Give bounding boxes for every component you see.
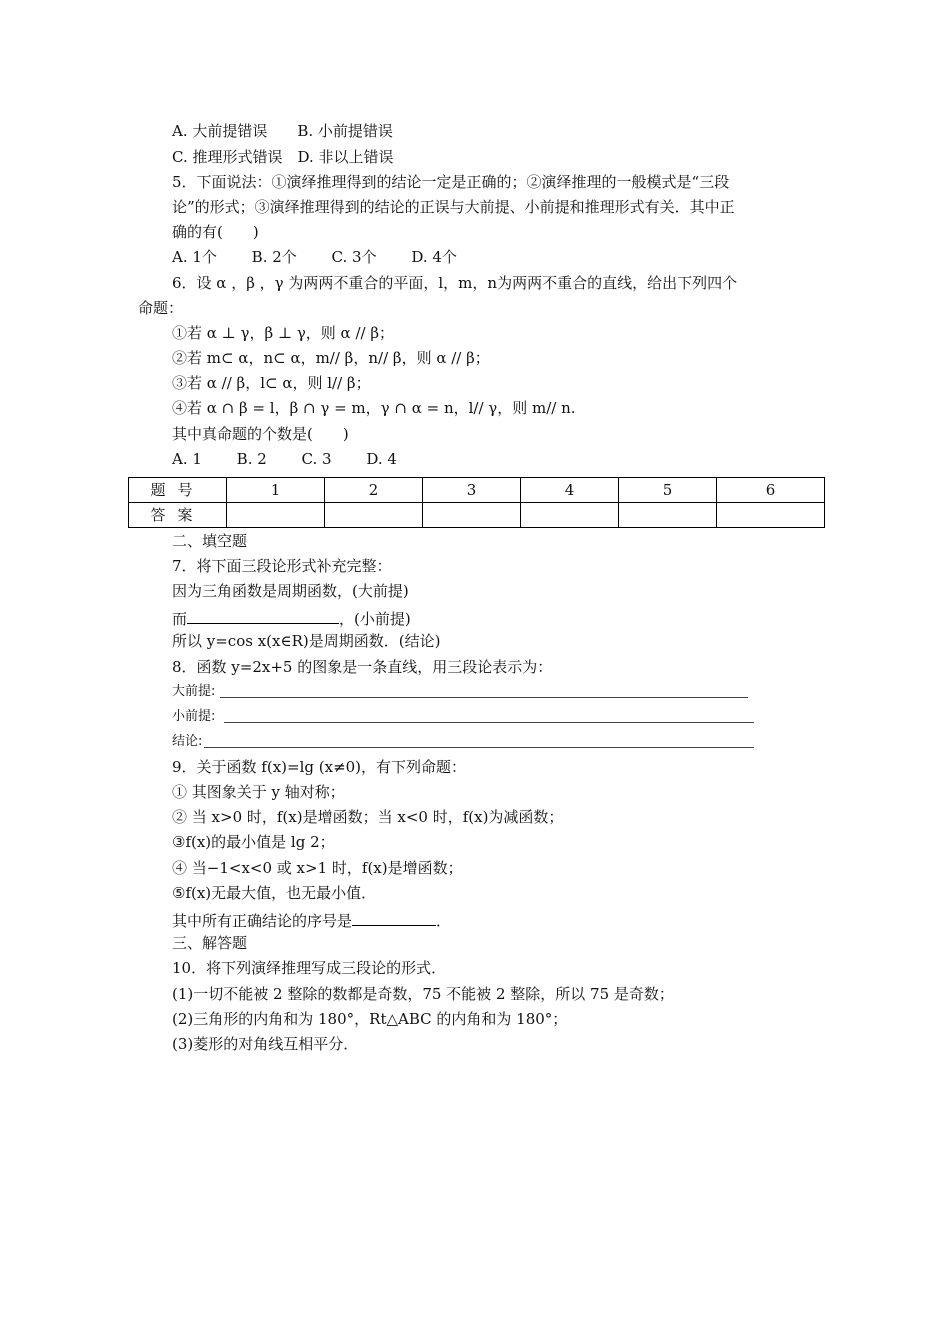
q9-proposition-3: ③f(x)的最小值是 lg 2； — [172, 833, 335, 851]
q5-options: A. 1个 B. 2个 C. 3个 D. 4个 — [172, 248, 457, 266]
section-fill-in-title: 二、填空题 — [172, 532, 248, 550]
answer-table-header-row — [129, 478, 825, 503]
answer-table-col-6: 6 — [717, 478, 825, 503]
q7-minor-prefix: 而 — [172, 610, 188, 628]
answer-cell-6[interactable] — [717, 503, 825, 528]
q5-stem-line2: 论”的形式；③演绎推理得到的结论的正误与大前提、小前提和推理形式有关．其中正 — [172, 198, 735, 216]
answer-table-col-1: 1 — [227, 478, 325, 503]
q6-proposition-4: ④若 α ∩ β = l，β ∩ γ = m，γ ∩ α = n，l// γ，则 m// n. — [172, 399, 576, 417]
q8-conclusion-blank[interactable] — [204, 747, 754, 748]
q9-proposition-4: ④ 当−1<x<0 或 x>1 时，f(x)是增函数； — [172, 859, 463, 877]
q6-stem-line1: 6．设 α ，β ，γ 为两两不重合的平面，l，m，n为两两不重合的直线，给出下列四个 — [172, 274, 738, 292]
answer-table-answer-row — [129, 503, 825, 528]
q7-minor-blank[interactable] — [187, 609, 339, 624]
answer-table-col-3: 3 — [423, 478, 521, 503]
answer-table-col-5: 5 — [619, 478, 717, 503]
q9-question-suffix: ． — [436, 912, 452, 930]
q6-proposition-3: ③若 α // β，l⊂ α，则 l// β； — [172, 374, 371, 392]
answer-cell-2[interactable] — [325, 503, 423, 528]
q5-stem-line1: 5．下面说法：①演绎推理得到的结论一定是正确的；②演绎推理的一般模式是“三段 — [172, 173, 730, 191]
q8-minor-blank[interactable] — [224, 722, 754, 723]
answer-cell-4[interactable] — [521, 503, 619, 528]
q7-major-premise: 因为三角函数是周期函数，(大前提) — [172, 582, 409, 600]
answer-table-col-4: 4 — [521, 478, 619, 503]
section-solution-title: 三、解答题 — [172, 934, 248, 952]
q9-question-prefix: 其中所有正确结论的序号是 — [172, 912, 353, 930]
q5-stem-line3: 确的有( ) — [172, 223, 259, 241]
q9-question — [172, 911, 451, 929]
q7-conclusion: 所以 y=cos x(x∈R)是周期函数．(结论) — [172, 632, 441, 650]
q8-major-label: 大前提: — [172, 684, 216, 699]
q6-options: A. 1 B. 2 C. 3 D. 4 — [172, 450, 397, 468]
q10-item-2: (2)三角形的内角和为 180°，Rt△ABC 的内角和为 180°； — [172, 1010, 568, 1028]
answer-cell-3[interactable] — [423, 503, 521, 528]
answer-cell-5[interactable] — [619, 503, 717, 528]
q8-conclusion-label: 结论: — [172, 734, 203, 749]
q9-proposition-2: ② 当 x>0 时，f(x)是增函数；当 x<0 时，f(x)为减函数； — [172, 808, 564, 826]
q7-stem: 7．将下面三段论形式补充完整： — [172, 557, 392, 575]
q9-stem: 9．关于函数 f(x)=lg (x≠0)，有下列命题： — [172, 758, 467, 776]
q9-answer-blank[interactable] — [352, 911, 436, 926]
q6-proposition-2: ②若 m⊂ α，n⊂ α，m// β，n// β，则 α // β； — [172, 349, 490, 367]
answer-cell-1[interactable] — [227, 503, 325, 528]
answer-table-header-label: 题号 — [129, 478, 227, 503]
answer-table-answer-label: 答案 — [129, 503, 227, 528]
q4-options-ab: A. 大前提错误 B. 小前提错误 — [172, 122, 393, 140]
answer-table — [128, 477, 825, 528]
q8-major-blank[interactable] — [220, 697, 748, 698]
q4-options-cd: C. 推理形式错误 D. 非以上错误 — [172, 148, 394, 166]
q10-stem: 10．将下列演绎推理写成三段论的形式． — [172, 959, 447, 977]
q10-item-1: (1)一切不能被 2 整除的数都是奇数，75 不能被 2 整除，所以 75 是奇数； — [172, 985, 674, 1003]
q8-stem: 8．函数 y=2x+5 的图象是一条直线，用三段论表示为： — [172, 658, 553, 676]
q9-proposition-5: ⑤f(x)无最大值，也无最小值． — [172, 884, 377, 902]
q10-item-3: (3)菱形的对角线互相平分． — [172, 1035, 359, 1053]
q7-minor-suffix: ，(小前提) — [339, 610, 411, 628]
q7-minor-premise — [172, 609, 411, 627]
q6-proposition-1: ①若 α ⊥ γ，β ⊥ γ，则 α // β； — [172, 324, 394, 342]
q6-question: 其中真命题的个数是( ) — [172, 425, 349, 443]
answer-table-col-2: 2 — [325, 478, 423, 503]
q6-stem-line2: 命题： — [138, 299, 184, 317]
q9-proposition-1: ① 其图象关于 y 轴对称； — [172, 783, 345, 801]
q8-minor-label: 小前提: — [172, 709, 216, 724]
